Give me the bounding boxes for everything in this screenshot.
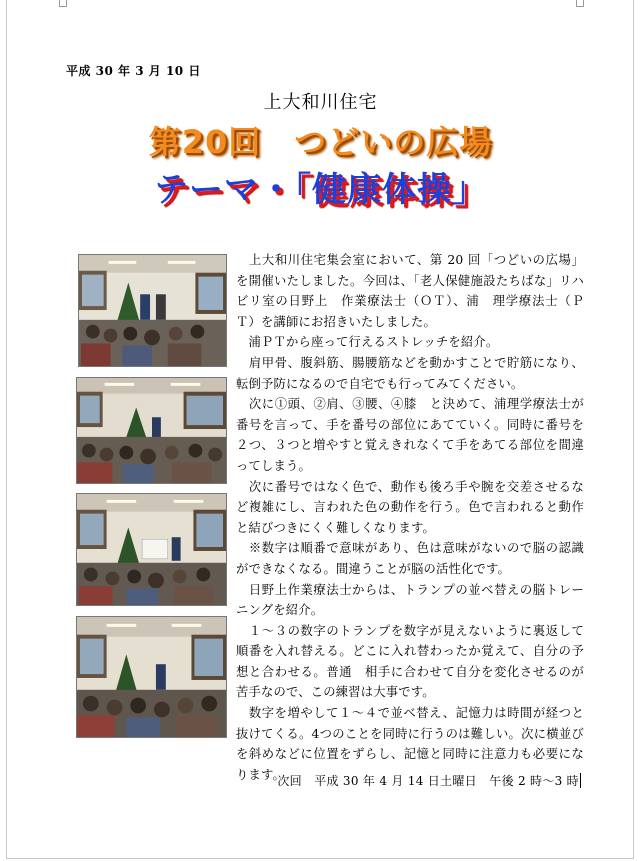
corner-mark-top-left	[59, 0, 67, 7]
paragraph-ot: 日野上作業療法士からは、トランプの並べ替えの脳トレーニングを紹介。	[236, 582, 584, 618]
event-title: 第20回 つどいの広場	[148, 123, 493, 161]
report-body	[236, 250, 584, 785]
paragraph-numbers: 次に①頭、②肩、③腰、④膝 と決めて、浦理学療法士が番号を言って、手を番号の部位にあてていく。同時に番号を２つ、３つと増やすと覚えきれなくて手をあてる部位を間違ってしまう。	[236, 397, 584, 473]
theme-title: テーマ・「健康体操」	[154, 170, 487, 210]
paragraph-memory: 数字を増やして１～４で並べ替え、記憶力は時間が経つと抜けてくる。4つのことを同時に行うのは難しい。次に横並びを斜めなどに位置をずらし、記憶と同時に注意力も必要になります。	[236, 706, 584, 782]
paragraph-muscles: 肩甲骨、腹斜筋、腸腰筋などを動かすことで貯筋になり、転倒予防になるので自宅でも行ってみてください。	[236, 355, 584, 391]
paragraph-cards: １～３の数字のトランプを数字が見えないように裏返して順番を入れ替える。どこに入れ替わったか覚えて、自分の予想と合わせる。普通 相手に合わせて自分を変化させるのが苦手なので、この練習は大事です。	[236, 623, 584, 700]
paragraph-note: ※数字は順番で意味があり、色は意味がないので脳の認識ができなくなる。間違うことが脳の活性化です。	[236, 541, 584, 576]
paragraph-intro: 上大和川住宅集会室において、第 20 回「つどいの広場」を開催いたしました。今回は、「老人保健施設たちばな」リハビリ室の日野上 作業療法士（ＯＴ）、浦 理学療法士（ＰＴ）を講師にお招きいたしました。	[236, 253, 584, 329]
location-title: 上大和川住宅	[263, 92, 378, 113]
next-event-notice: 次回 平成 30 年 4 月 14 日土曜日 午後 2 時～3 時	[277, 774, 579, 788]
meeting-photo-2	[76, 377, 227, 484]
meeting-photo-1	[78, 254, 227, 367]
meeting-photo-4	[76, 616, 227, 738]
corner-mark-top-right	[576, 0, 584, 7]
paragraph-stretch: 浦ＰＴから座って行えるストレッチを紹介。	[236, 335, 499, 350]
paragraph-colors: 次に番号ではなく色で、動作も後ろ手や腕を交差させるなど複雑にし、言われた色の動作を行う。色で言われると動作と結びつきにくく難しくなります。	[236, 479, 584, 535]
meeting-photo-3	[76, 493, 227, 606]
document-date: 平成 30 年 3 月 10 日	[66, 64, 201, 78]
